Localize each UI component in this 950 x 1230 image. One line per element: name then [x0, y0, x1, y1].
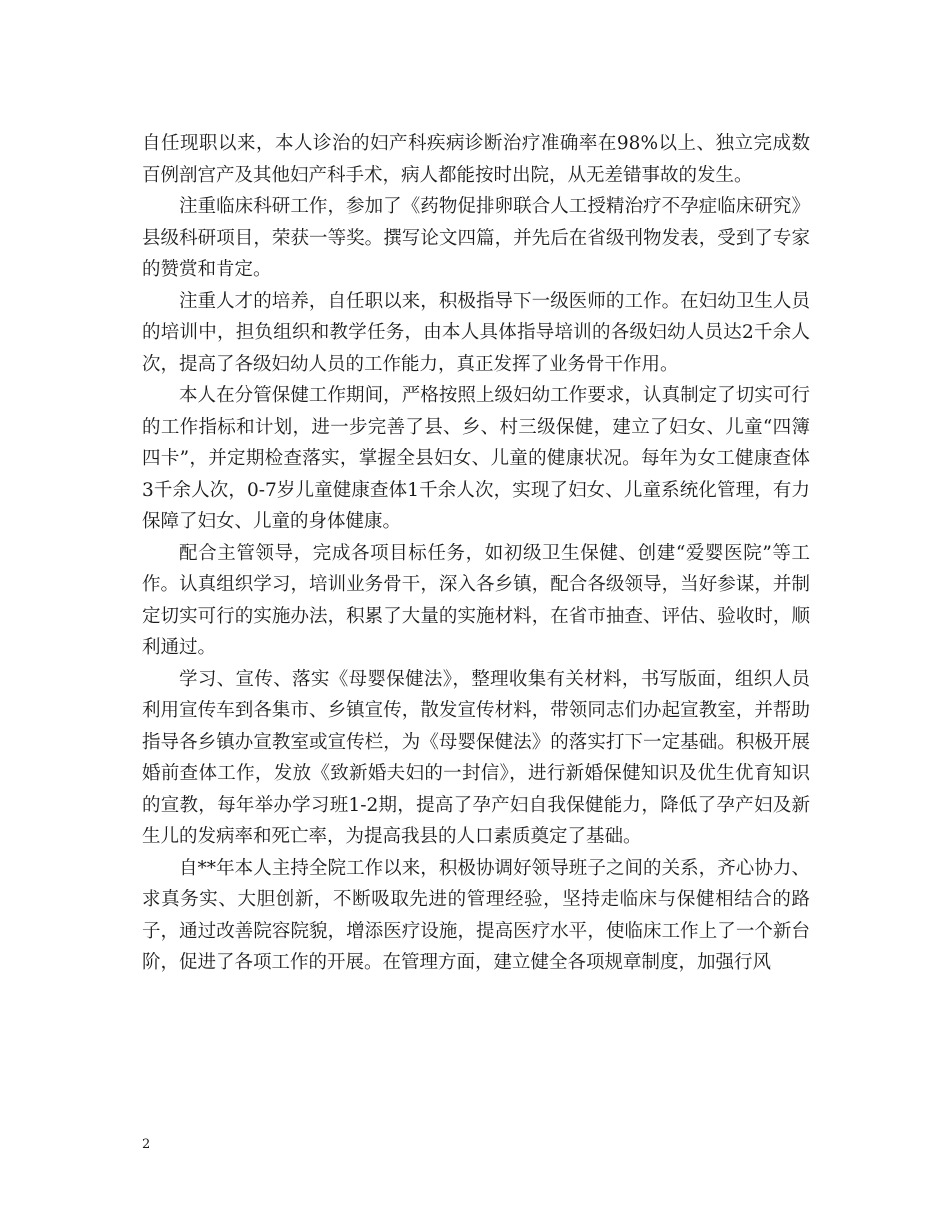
- paragraph-2: 注重临床科研工作，参加了《药物促排卵联合人工授精治疗不孕症临床研究》县级科研项目，荣获一等奖。撰写论文四篇，并先后在省级刊物发表，受到了专家的赞赏和肯定。: [142, 196, 810, 280]
- paragraph-7: 自**年本人主持全院工作以来，积极协调好领导班子之间的关系，齐心协力、求真务实、大胆创新，不断吸取先进的管理经验，坚持走临床与保健相结合的路子，通过改善院容院貌，增添医疗设施，提高医疗水平，使临床工作上了一个新台阶，促进了各项工作的开展。在管理方面，建立健全各项规章制度，加强行风: [142, 857, 810, 973]
- paragraph-6: 学习、宣传、落实《母婴保健法》，整理收集有关材料，书写版面，组织人员利用宣传车到各集市、乡镇宣传，散发宣传材料，带领同志们办起宣教室，并帮助指导各乡镇办宣教室或宣传栏，为《母婴保健法》的落实打下一定基础。积极开展婚前查体工作，发放《致新婚夫妇的一封信》，进行新婚保健知识及优生优育知识的宣教，每年举办学习班1-2期，提高了孕产妇自我保健能力，降低了孕产妇及新生儿的发病率和死亡率，为提高我县的人口素质奠定了基础。: [142, 668, 810, 847]
- document-body: [142, 128, 810, 979]
- paragraph-5: 配合主管领导，完成各项目标任务，如初级卫生保健、创建“爱婴医院”等工作。认真组织学习，培训业务骨干，深入各乡镇，配合各级领导，当好参谋，并制定切实可行的实施办法，积累了大量的实施材料，在省市抽查、评估、验收时，顺利通过。: [142, 542, 810, 658]
- paragraph-1: 自任现职以来，本人诊治的妇产科疾病诊断治疗准确率在98%以上、独立完成数百例剖宫产及其他妇产科手术，病人都能按时出院，从无差错事故的发生。: [142, 133, 810, 186]
- page-number: 2: [142, 1137, 151, 1152]
- paragraph-3: 注重人才的培养，自任职以来，积极指导下一级医师的工作。在妇幼卫生人员的培训中，担负组织和教学任务，由本人具体指导培训的各级妇幼人员达2千余人次，提高了各级妇幼人员的工作能力，真正发挥了业务骨干作用。: [142, 290, 810, 375]
- paragraph-4: 本人在分管保健工作期间，严格按照上级妇幼工作要求，认真制定了切实可行的工作指标和计划，进一步完善了县、乡、村三级保健，建立了妇女、儿童“四簿四卡”，并定期检查落实，掌握全县妇女、儿童的健康状况。每年为女工健康查体3千余人次，0-7岁儿童健康查体1千余人次，实现了妇女、儿童系统化管理，有力保障了妇女、儿童的身体健康。: [142, 385, 810, 532]
